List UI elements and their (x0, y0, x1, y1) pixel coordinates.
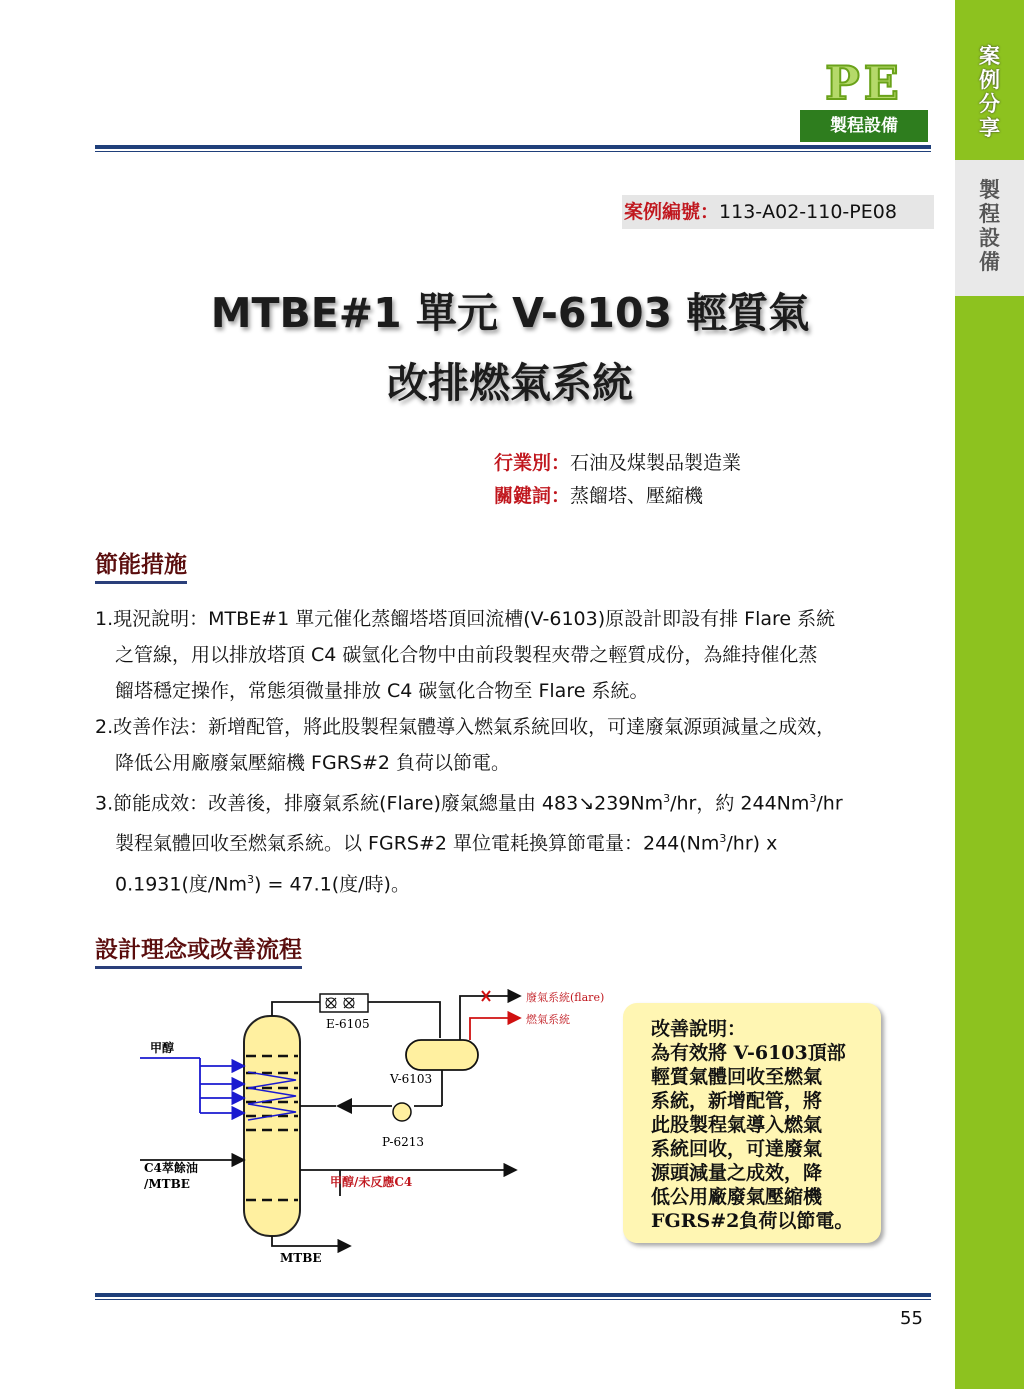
text-line: 2.改善作法：新增配管，將此股製程氣體導入燃氣系統回收，可達廢氣源頭減量之成效， (95, 716, 836, 738)
note-line: 為有效將 V-6103頂部 (651, 1042, 846, 1064)
page-number: 55 (900, 1308, 923, 1329)
side-tab-case-share[interactable] (955, 0, 1024, 155)
note-line: 此股製程氣導入燃氣 (651, 1114, 823, 1136)
label-e6105: E-6105 (326, 1017, 370, 1031)
industry-label: 行業別： (494, 452, 571, 474)
label-mtbe-feed: /MTBE (144, 1177, 190, 1191)
industry-value: 石油及煤製品製造業 (570, 452, 742, 474)
side-tab-label: 製 程 設 備 (979, 178, 1000, 274)
note-line: 低公用廠廢氣壓縮機 (651, 1186, 823, 1208)
note-text (651, 1017, 881, 1233)
label-c4: C4萃餘油 (144, 1161, 198, 1175)
keywords (494, 482, 703, 510)
label-methanol: 甲醇 (150, 1041, 175, 1055)
header-rule-thin (95, 151, 931, 152)
side-tab-label: 案 例 分 享 (979, 44, 1000, 140)
section-heading-measures: 節能措施 (95, 546, 187, 584)
pump-p6213 (393, 1103, 411, 1121)
label-recycle: 甲醇/未反應C4 (330, 1175, 413, 1189)
text-line: 降低公用廠廢氣壓縮機 FGRS#2 負荷以節電。 (115, 752, 511, 774)
text-line: 之管線，用以排放塔頂 C4 碳氫化合物中由前段製程夾帶之輕質成份，為維持催化蒸 (115, 644, 818, 666)
case-number-label: 案例編號： (624, 201, 720, 223)
label-fuel: 燃氣系統 (526, 1013, 570, 1026)
text-line: 餾塔穩定操作，常態須微量排放 C4 碳氫化合物至 Flare 系統。 (115, 680, 649, 702)
pe-logo: PE (825, 56, 903, 110)
improvement-note (623, 1003, 881, 1243)
drum-v6103 (406, 1040, 478, 1070)
industry (494, 449, 741, 477)
paragraph-status (95, 601, 930, 902)
page-title-line1: MTBE#1 單元 V-6103 輕質氣 (210, 289, 810, 337)
text-line: 1.現況說明：MTBE#1 單元催化蒸餾塔塔頂回流槽(V-6103)原設計即設有排 Flare 系統 (95, 608, 836, 630)
label-flare: 廢氣系統(flare) (526, 991, 605, 1004)
text-line: 3.節能成效：改善後，排廢氣系統(Flare)廢氣總量由 483↘239Nm$^3$/hr，約 244Nm$^3$/hr (95, 792, 843, 815)
label-p6213: P-6213 (382, 1135, 425, 1149)
header-rule (95, 145, 931, 149)
side-tab-process-equipment[interactable] (955, 160, 1024, 296)
label-mtbe-product: MTBE (280, 1251, 322, 1265)
note-line: 系統，新增配管，將 (651, 1090, 823, 1112)
distillation-column (244, 1016, 300, 1236)
note-line: FGRS#2負荷以節電。 (651, 1210, 854, 1232)
note-line: 輕質氣體回收至燃氣 (651, 1066, 823, 1088)
label-v6103: V-6103 (390, 1072, 433, 1086)
note-line: 改善說明： (651, 1018, 747, 1040)
page-title-line2: 改排燃氣系統 (387, 359, 633, 407)
keywords-label: 關鍵詞： (494, 485, 571, 507)
case-number-value: 113-A02-110-PE08 (719, 201, 897, 223)
note-line: 系統回收，可達廢氣 (651, 1138, 823, 1160)
text-line: 0.1931(度$/Nm^3) = 47.1$(度/時)。 (115, 872, 410, 895)
section-heading-design: 設計理念或改善流程 (95, 931, 302, 969)
case-number (622, 195, 934, 229)
text-line: 製程氣體回收至燃氣系統。以 FGRS#2 單位電耗換算節電量：244(Nm$^3$/hr) x (115, 832, 778, 855)
footer-rule (95, 1293, 931, 1297)
keywords-value: 蒸餾塔、壓縮機 (570, 485, 704, 507)
footer-rule-thin (95, 1299, 931, 1300)
process-flow-diagram (140, 988, 620, 1273)
category-label: 製程設備 (800, 110, 928, 142)
note-line: 源頭減量之成效，降 (651, 1162, 823, 1184)
